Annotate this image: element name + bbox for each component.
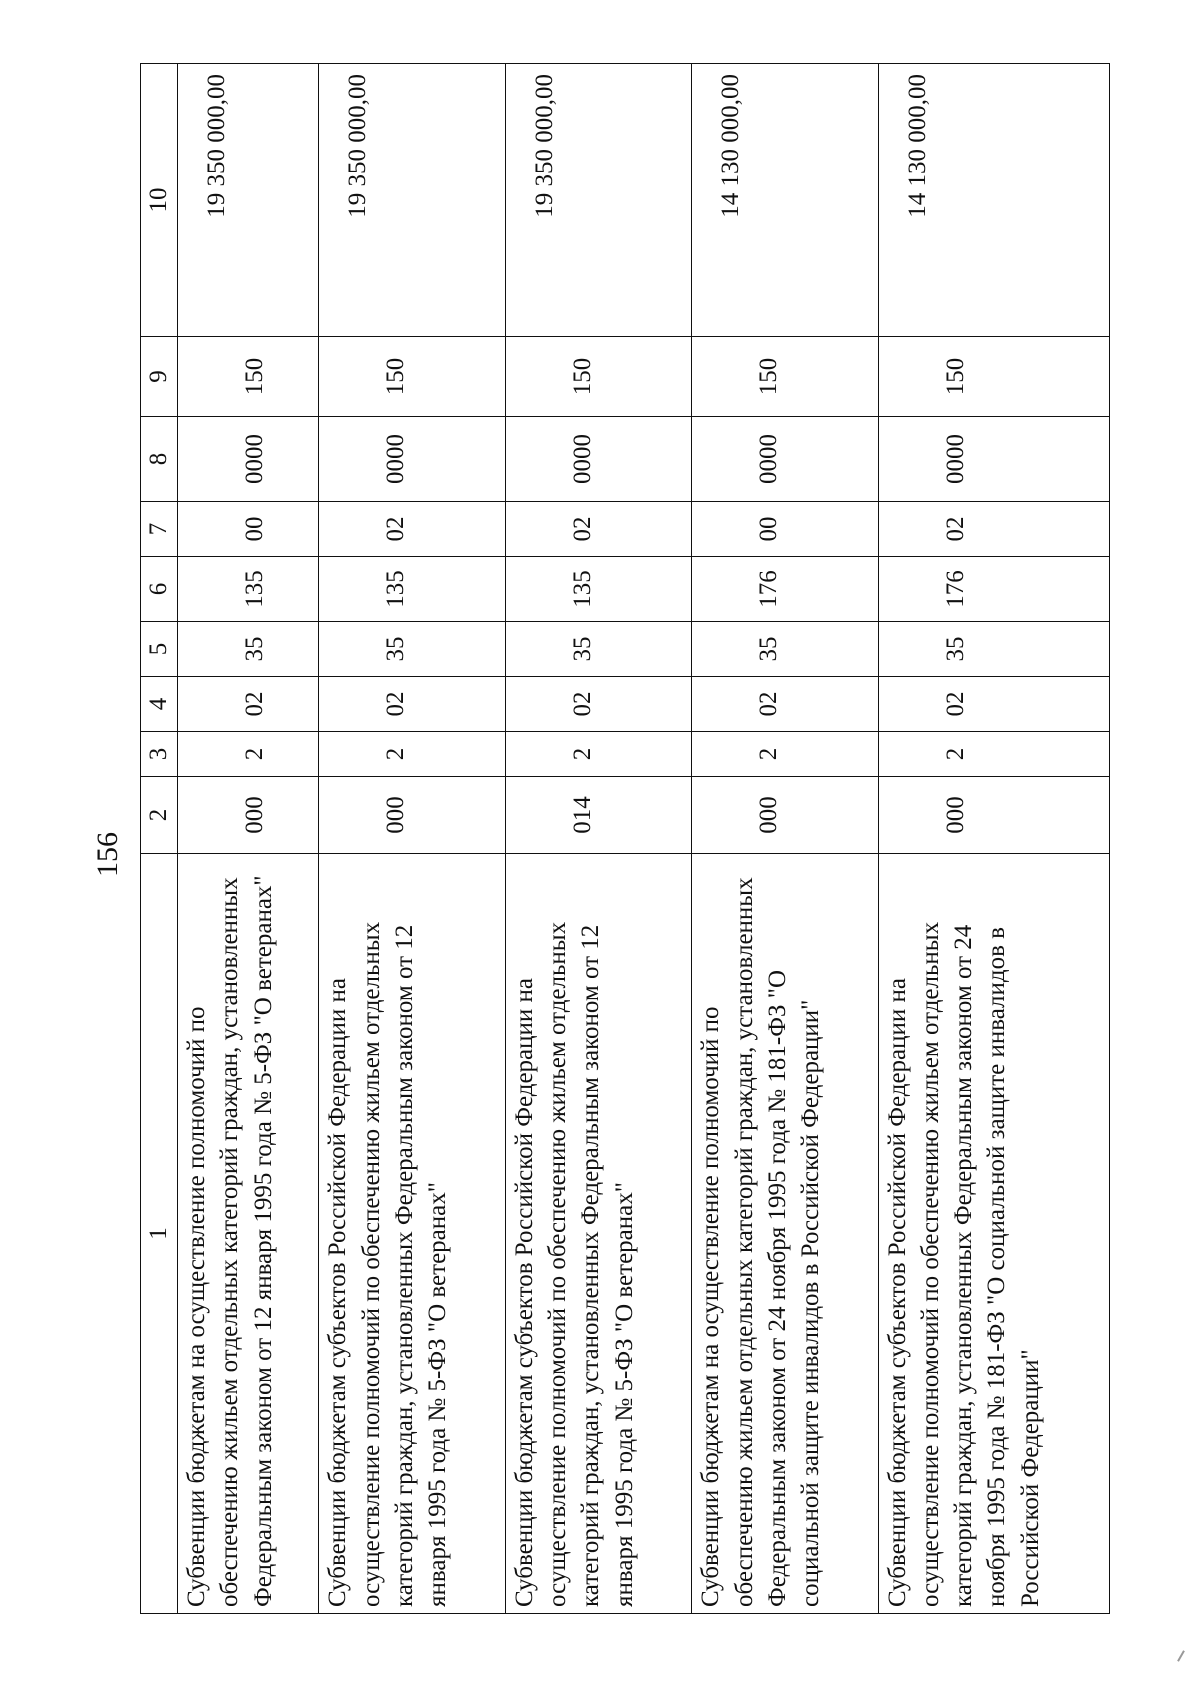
header-col-8: 8 (141, 417, 178, 502)
subarticle-code: 135 (319, 557, 505, 622)
admin-code: 014 (505, 777, 691, 854)
article-code: 35 (505, 622, 691, 677)
subgroup-code: 02 (692, 677, 878, 732)
header-col-7: 7 (141, 502, 178, 557)
program-code: 0000 (319, 417, 505, 502)
subgroup-code: 02 (319, 677, 505, 732)
scan-mark (1177, 1650, 1185, 1661)
header-col-3: 3 (141, 732, 178, 777)
classification-code: 150 (319, 337, 505, 417)
row-description: Субвенции бюджетам субъектов Российской Федерации на осуществление полномочий по обеспечению жильем отдельных категорий граждан, установленных Федеральным законом от 24 ноября 1995 года № 181-ФЗ "О социальной защите инвалидов в Российской Федерации" (878, 854, 1109, 1614)
header-col-9: 9 (141, 337, 178, 417)
program-code: 0000 (692, 417, 878, 502)
group-code: 2 (692, 732, 878, 777)
article-code: 35 (878, 622, 1109, 677)
article-code: 35 (319, 622, 505, 677)
article-code: 35 (692, 622, 878, 677)
classification-code: 150 (178, 337, 319, 417)
subgroup-code: 02 (505, 677, 691, 732)
admin-code: 000 (178, 777, 319, 854)
amount: 14 130 000,00 (878, 64, 1109, 337)
element-code: 00 (178, 502, 319, 557)
program-code: 0000 (505, 417, 691, 502)
subgroup-code: 02 (178, 677, 319, 732)
row-description: Субвенции бюджетам субъектов Российской Федерации на осуществление полномочий по обеспечению жильем отдельных категорий граждан, установленных Федеральным законом от 12 января 1995 года № 5-ФЗ "О ветеранах" (319, 854, 505, 1614)
admin-code: 000 (878, 777, 1109, 854)
group-code: 2 (178, 732, 319, 777)
admin-code: 000 (692, 777, 878, 854)
budget-table (140, 63, 1110, 1614)
amount: 19 350 000,00 (178, 64, 319, 337)
subgroup-code: 02 (878, 677, 1109, 732)
program-code: 0000 (178, 417, 319, 502)
amount: 14 130 000,00 (692, 64, 878, 337)
table-row (505, 64, 691, 1614)
article-code: 35 (178, 622, 319, 677)
page-number: 156 (91, 832, 124, 878)
subarticle-code: 135 (178, 557, 319, 622)
subarticle-code: 176 (692, 557, 878, 622)
classification-code: 150 (692, 337, 878, 417)
row-description: Субвенции бюджетам на осуществление полномочий по обеспечению жильем отдельных категорий граждан, установленных Федеральным законом от 12 января 1995 года № 5-ФЗ "О ветеранах" (178, 854, 319, 1614)
group-code: 2 (319, 732, 505, 777)
group-code: 2 (505, 732, 691, 777)
group-code: 2 (878, 732, 1109, 777)
element-code: 02 (505, 502, 691, 557)
element-code: 00 (692, 502, 878, 557)
element-code: 02 (878, 502, 1109, 557)
program-code: 0000 (878, 417, 1109, 502)
row-description: Субвенции бюджетам на осуществление полномочий по обеспечению жильем отдельных категорий граждан, установленных Федеральным законом от 24 ноября 1995 года № 181-ФЗ "О социальной защите инвалидов в Российской Федерации" (692, 854, 878, 1614)
header-col-10: 10 (141, 64, 178, 337)
row-description: Субвенции бюджетам субъектов Российской Федерации на осуществление полномочий по обеспечению жильем отдельных категорий граждан, установленных Федеральным законом от 12 января 1995 года № 5-ФЗ "О ветеранах" (505, 854, 691, 1614)
header-col-1: 1 (141, 854, 178, 1614)
admin-code: 000 (319, 777, 505, 854)
table-row (319, 64, 505, 1614)
header-col-2: 2 (141, 777, 178, 854)
table-row (178, 64, 319, 1614)
subarticle-code: 135 (505, 557, 691, 622)
table-row (878, 64, 1109, 1614)
amount: 19 350 000,00 (319, 64, 505, 337)
rotated-table-container (140, 64, 1110, 1614)
header-col-5: 5 (141, 622, 178, 677)
header-col-6: 6 (141, 557, 178, 622)
classification-code: 150 (505, 337, 691, 417)
classification-code: 150 (878, 337, 1109, 417)
table-row (692, 64, 878, 1614)
subarticle-code: 176 (878, 557, 1109, 622)
element-code: 02 (319, 502, 505, 557)
amount: 19 350 000,00 (505, 64, 691, 337)
header-col-4: 4 (141, 677, 178, 732)
table-header-row (141, 64, 178, 1614)
